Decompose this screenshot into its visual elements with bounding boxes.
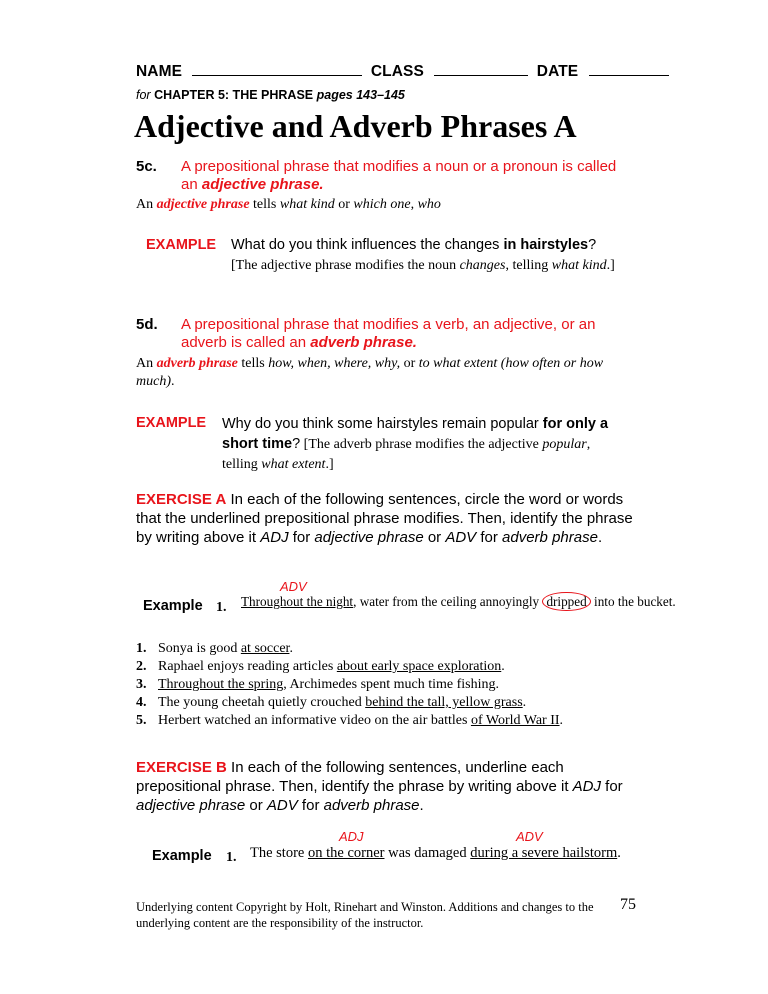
list-item: 1. Sonya is good at soccer. — [136, 641, 293, 656]
name-label: NAME — [136, 63, 183, 80]
exercise-b-instructions: EXERCISE B In each of the following sentences, underline each prepositional phrase. Then, identify the phrase by writing above it ADJ for adjective phrase or ADV for adverb phrase. — [136, 759, 623, 814]
rule-5d-text: A prepositional phrase that modifies a verb, an adjective, or an adverb is called an adverb phrase. — [181, 316, 596, 351]
adverb-term: adverb phrase — [156, 356, 238, 371]
chapter-title: CHAPTER 5: THE PHRASE — [154, 88, 314, 102]
rule-5d-term: adverb phrase. — [310, 334, 417, 351]
rule-5c-term: adjective phrase. — [201, 176, 324, 193]
list-item: 5. Herbert watched an informative video on the air battles of World War II. — [136, 713, 564, 728]
example-2-sentence: Why do you think some hairstyles remain popular for only a short time? [The adverb phrase modifies the adjective popular, telling what extent.] — [222, 416, 609, 472]
class-label: CLASS — [370, 63, 424, 80]
exercise-b-example-label: Example — [152, 848, 212, 864]
copyright-footer: Underlying content Copyright by Holt, Rinehart and Winston. Additions and changes to the underlying content are the responsibility of the instructor. — [136, 900, 594, 930]
example-1-label: EXAMPLE — [146, 237, 217, 253]
example-1-note: [The adjective phrase modifies the noun changes, telling what kind.] — [231, 258, 615, 273]
exercise-b-label: EXERCISE B — [136, 759, 227, 776]
rule-5c-number: 5c. — [136, 158, 157, 175]
page-title: Adjective and Adverb Phrases A — [134, 108, 577, 144]
adverb-description: An adverb phrase tells how, when, where, why, or to what extent (how often or how much). — [136, 356, 604, 389]
exercise-a-example-annotation: ADV — [280, 579, 307, 594]
exercise-a-example-sentence: Throughout the night, water from the ceiling annoyingly dripped into the bucket. — [241, 594, 676, 609]
exercise-b-example-sentence: The store on the corner was damaged during a severe hailstorm. — [250, 845, 621, 861]
date-label: DATE — [536, 63, 579, 80]
chapter-pages: pages 143–145 — [316, 88, 405, 102]
name-blank[interactable] — [192, 62, 362, 76]
exercise-a-instructions: EXERCISE A In each of the following sentences, circle the word or words that the underlined prepositional phrase modifies. Then, identify the phrase by writing above it ADJ for adjective phrase or ADV for adverb phrase. — [136, 491, 633, 546]
exercise-a-list — [136, 640, 563, 730]
chapter-line — [136, 88, 405, 102]
adjective-description: An adjective phrase tells what kind or which one, who — [136, 197, 441, 212]
example-1-sentence: What do you think influences the changes in hairstyles? — [231, 237, 597, 253]
example-2-label: EXAMPLE — [136, 415, 207, 431]
rule-5c-text: A prepositional phrase that modifies a noun or a pronoun is called an adjective phrase. — [181, 158, 617, 193]
exercise-b-annotation-adj: ADJ — [339, 829, 364, 844]
rule-5d-number: 5d. — [136, 316, 158, 333]
exercise-b-example-number: 1. — [226, 850, 237, 865]
list-item: 2. Raphael enjoys reading articles about early space exploration. — [136, 659, 505, 674]
exercise-a-example-label: Example — [143, 598, 203, 614]
exercise-b-annotation-adv: ADV — [516, 829, 543, 844]
chapter-for: for — [136, 88, 151, 102]
header-fields — [136, 62, 669, 81]
circled-word: dripped — [542, 592, 590, 611]
list-item: 3. Throughout the spring, Archimedes spent much time fishing. — [136, 677, 500, 692]
date-blank[interactable] — [589, 62, 669, 76]
list-item: 4. The young cheetah quietly crouched behind the tall, yellow grass. — [136, 695, 527, 710]
page-number: 75 — [620, 896, 636, 913]
exercise-a-example-number: 1. — [216, 600, 227, 615]
exercise-a-label: EXERCISE A — [136, 491, 227, 508]
adjective-term: adjective phrase — [156, 197, 250, 212]
class-blank[interactable] — [434, 62, 528, 76]
